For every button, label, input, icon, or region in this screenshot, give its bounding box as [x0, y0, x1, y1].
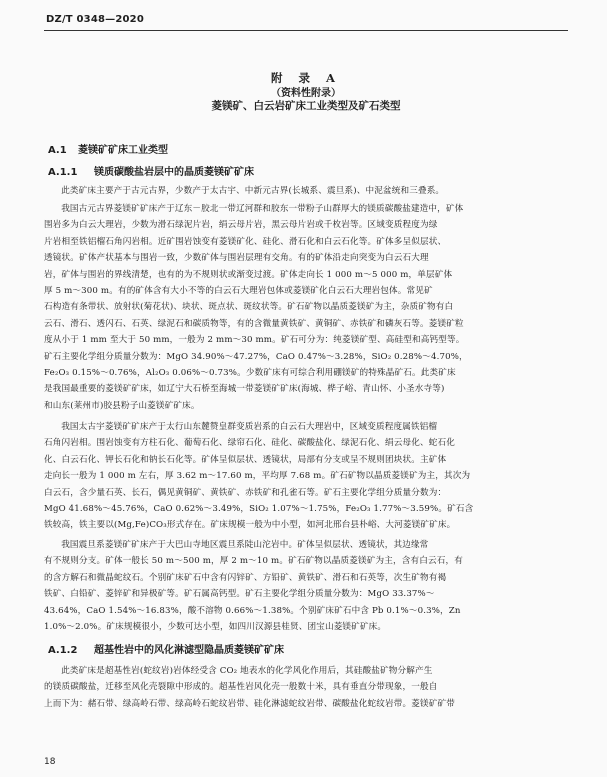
section-number: A.1.1	[48, 167, 78, 178]
section-a12-heading	[48, 641, 284, 656]
section-title: 镁质碳酸盐岩层中的晶质菱镁矿矿床	[94, 167, 254, 178]
text-line: 云石、滑石、透闪石、石英、绿泥石和碳质物等，有的含微量黄铁矿、黄铜矿、赤铁矿和磷灰石等。菱镁矿粒	[44, 318, 464, 329]
section-a11-heading	[48, 163, 254, 178]
section-a1-heading	[48, 141, 168, 156]
text-line: 透镜状。矿体产状基本与围岩一致，少数矿体与围岩层理有交角。有的矿体沿走向突变为白云石大理	[44, 253, 429, 264]
paragraph-4	[44, 537, 568, 635]
text-line: 化、白云石化、钾长石化和钠长石化等。矿体呈似层状、透镜状，局部有分支或呈不规则团块状。主矿体	[44, 454, 447, 465]
text-line: 有不规则分支。矿体一般长 50 m～500 m，厚 2 m～10 m。矿石矿物以晶质菱镁矿为主，含有白云石，有	[44, 556, 463, 567]
header-rule	[44, 30, 568, 31]
text-line: 上而下为：赭石带、绿高岭石带、绿高岭石蛇纹岩带、硅化淋滤蛇纹岩带、碳酸盐化蛇纹岩带。菱镁矿矿带	[44, 698, 455, 709]
text-line: 和山东(莱州市)胶县粉子山菱镁矿矿床。	[44, 400, 200, 411]
text-line: 我国太古宇菱镁矿矿床产于太行山东麓赞皇群变质岩系的白云石大理岩中，区域变质程度属铁铝榴	[61, 422, 438, 432]
section-title: 菱镁矿矿床工业类型	[78, 145, 168, 156]
text-line: Fe₂O₃ 0.15%～0.76%，Al₂O₃ 0.06%～0.73%。少数矿床有可综合利用硼镁矿的特殊晶矿石。此类矿床	[44, 368, 456, 379]
text-line: MgO 41.68%～45.76%，CaO 0.62%～3.49%，SiO₂ 1.07%～1.75%，Fe₂O₃ 1.77%～3.59%。矿石含	[44, 504, 474, 515]
paragraph-3	[44, 419, 568, 534]
text-line: 度从小于 1 mm 至大于 50 mm，一般为 2 mm～30 mm。矿石可分为：纯菱镁矿型、高硅型和高钙型等。	[44, 335, 465, 346]
text-line: 此类矿床是超基性岩(蛇纹岩)岩体经受含 CO₂ 地表水的化学风化作用后，其硅酸盐矿物分解产生	[61, 666, 433, 676]
text-line: 的镁质碳酸盐，迁移至风化壳裂隙中形成的。超基性岩风化壳一般数十米，具有垂直分带现象，一般自	[44, 682, 438, 693]
text-line: 厚 5 m～300 m。有的矿体含有大小不等的白云石大理岩包体或菱镁矿化白云石大理岩包体。常见矿	[44, 286, 433, 297]
section-title: 超基性岩中的风化淋滤型隐晶质菱镁矿矿床	[94, 645, 284, 656]
text-line: 石角闪岩相。围岩蚀变有方柱石化、葡萄石化、绿帘石化、硅化、碳酸盐化、绿泥石化、绢云母化、蛇石化	[44, 438, 455, 449]
text-line: 走向长一般为 1 000 m 左右，厚 3.62 m～17.60 m，平均厚 7.68 m。矿石矿物以晶质菱镁矿为主，其次为	[44, 471, 471, 482]
appendix-title: 菱镁矿、白云岩矿床工业类型及矿石类型	[211, 100, 401, 112]
text-line: 铁矿、白铅矿、菱锌矿和异极矿等。矿石属高钙型。矿石主要化学组分质量分数为：MgO 33.37%～	[44, 589, 435, 600]
text-line: 的含方解石和微晶蛇纹石。个别矿床矿石中含有闪锌矿、方铅矿、黄铁矿、滑石和石英等，次生矿物有褐	[44, 572, 447, 583]
text-line: 矿石主要化学组分质量分数为：MgO 34.90%～47.27%，CaO 0.47%～3.28%，SiO₂ 0.28%～4.70%，	[44, 351, 468, 362]
paragraph-1	[44, 183, 568, 199]
text-line: 1.0%～2.0%。矿床规模很小，少数可达小型，如四川汉源县桂贤、团宝山菱镁矿矿床。	[44, 622, 387, 633]
text-line: 片岩相至铁铝榴石角闪岩相。近矿围岩蚀变有菱镁矿化、硅化、滑石化和白云石化等。矿体多呈似层状、	[44, 236, 447, 247]
text-line: 是我国最重要的菱镁矿矿床，如辽宁大石桥至海城一带菱镁矿矿床(海城、桦子峪、青山怀、小圣水寺等)	[44, 384, 445, 395]
text-line: 围岩多为白云大理岩，少数为滑石绿泥片岩，绢云母片岩，黑云母片岩或千枚岩等。区域变质程度为绿	[44, 220, 438, 231]
text-line: 铁较高，铁主要以(Mg,Fe)CO₃形式存在。矿床规模一般为中小型，如河北邢台县朴峪、大河菱镁矿矿床。	[44, 520, 456, 531]
text-line: 此类矿床主要产于古元古界，少数产于太古宇、中新元古界(长城系、震旦系)、中泥盆统和三叠系。	[61, 186, 445, 196]
text-line: 石构造有条带状、放射状(菊花状)、块状、斑点状、斑纹状等。矿石矿物以晶质菱镁矿为主，杂质矿物有白	[44, 302, 454, 313]
text-line: 我国震旦系菱镁矿矿床产于大巴山寺地区震旦系陡山沱岩中。矿体呈似层状、透镜状，其边缘常	[61, 540, 429, 550]
section-number: A.1.2	[48, 645, 78, 656]
paragraph-5	[44, 663, 568, 712]
text-line: 我国古元古界菱镁矿矿床产于辽东－胶北一带辽河群和胶东一带粉子山群厚大的镁质碳酸盐建造中，矿体	[61, 204, 464, 214]
standard-code-header: DZ/T 0348—2020	[46, 14, 144, 25]
appendix-type: （资料性附录）	[271, 88, 341, 99]
section-number: A.1	[48, 145, 67, 156]
page-number: 18	[44, 757, 56, 767]
appendix-label: 附 录 A	[271, 71, 341, 85]
text-line: 岩，矿体与围岩的界线清楚，也有的为不规则状或渐变过渡。矿体走向长 1 000 m～5 000 m，单层矿体	[44, 269, 453, 280]
paragraph-2	[44, 201, 568, 414]
text-line: 白云石，含少量石英、长石，偶见黄铜矿、黄铁矿、赤铁矿和孔雀石等。矿石主要化学组分质量分数为：	[44, 487, 447, 498]
text-line: 43.64%，CaO 1.54%～16.83%，酸不溶物 0.66%～1.38%。个别矿床矿石中含 Pb 0.1%～0.3%，Zn	[44, 605, 461, 616]
